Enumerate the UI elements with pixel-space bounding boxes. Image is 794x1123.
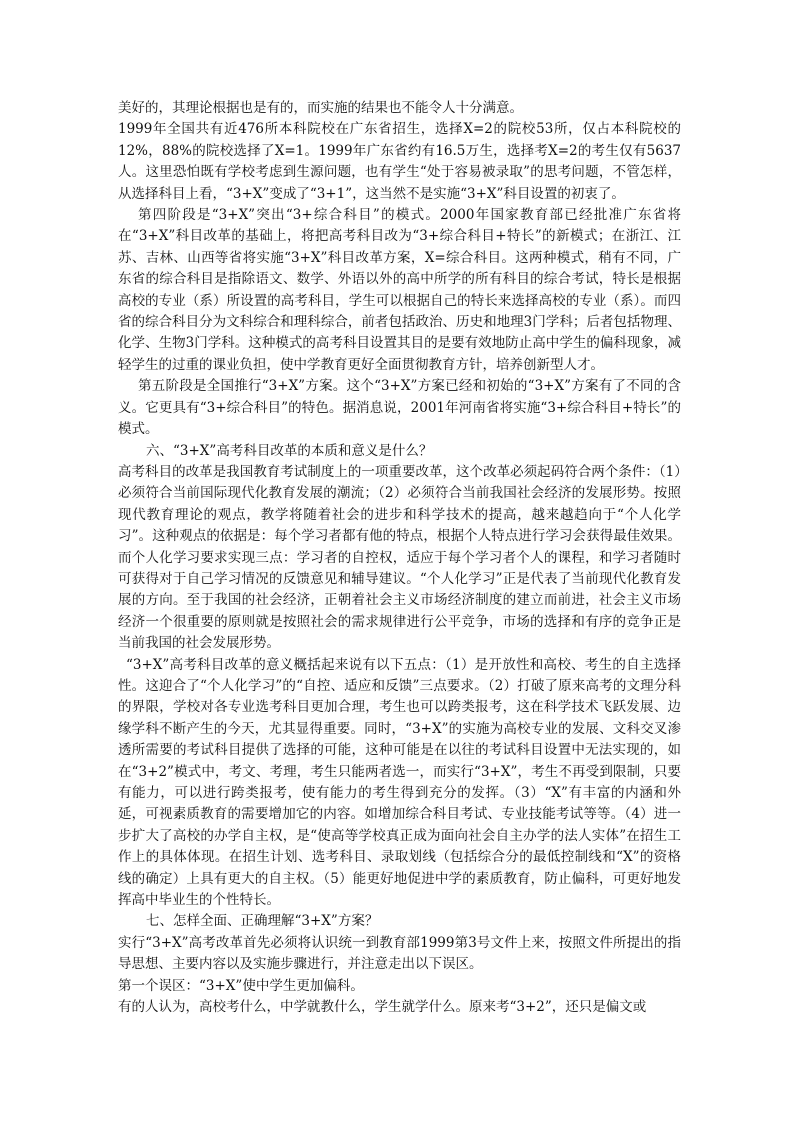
paragraph-reform-significance: “3+X”高考科目改革的意义概括起来说有以下五点：（1）是开放性和高校、考生的自主选择性。这迎合了“个人化学习”的“自控、适应和反馈”三点要求。（2）打破了原来高考的文理分科的界限，学校对各专业选考科目更加合理，考生也可以跨类报考，这在科学技术飞跃发展、边缘学科不断产生的今天，尤其显得重要。同时，“3+X”的实施为高校专业的发展、文科交叉渗透所需要的考试科目提供了选择的可能，这种可能是在以往的考试科目设置中无法实现的，如在“3+2”模式中，考文、考理，考生只能两者选一，而实行“3+X”，考生不再受到限制，只要有能力，可以进行跨类报考，使有能力的考生得到充分的发挥。（3）“X”有丰富的内涵和外延，可视素质教育的需要增加它的内容。如增加综合科目考试、专业技能考试等等。（4）进一步扩大了高校的办学自主权，是“使高等学校真正成为面向社会自主办学的法人实体”在招生工作上的具体体现。在招生计划、选考科目、录取划线（包括综合分的最低控制线和“X”的资格线的确定）上具有更大的自主权。（5）能更好地促进中学的素质教育，防止偏科，可更好地发挥高中毕业生的个性特长。 <box>118 656 681 909</box>
paragraph-stage-five: 第五阶段是全国推行“3+X”方案。这个“3+X”方案已经和初始的“3+X”方案有了不同的含义。它更具有“3+综合科目”的特色。据消息说，2001年河南省将实施“3+综合科目+特长”的模式。 <box>118 378 681 438</box>
section-heading-seven: 七、怎样全面、正确理解“3+X”方案？ <box>146 913 379 930</box>
paragraph-misconception-one: 第一个误区：“3+X”使中学生更加偏科。 <box>118 977 364 994</box>
section-heading-six: 六、“3+X”高考科目改革的本质和意义是什么？ <box>146 442 433 459</box>
paragraph-implementation: 实行“3+X”高考改革首先必须将认识统一到教育部1999第3号文件上来，按照文件所提出的指导思想、主要内容以及实施步骤进行，并注意走出以下误区。 <box>118 934 681 973</box>
paragraph-reform-conditions: 高考科目的改革是我国教育考试制度上的一项重要改革，这个改革必须起码符合两个条件：（1）必须符合当前国际现代化教育发展的潮流；（2）必须符合当前我国社会经济的发展形势。按照现代教育理论的观点，教学将随着社会的进步和科学技术的提高，越来越趋向于“个人化学习”。这种观点的依据是：每个学习者都有他的特点，根据个人特点进行学习会获得最佳效果。而个人化学习要求实现三点：学习者的自控权，适应于每个学习者个人的课程，和学习者随时可获得对于自己学习情况的反馈意见和辅导建议。“个人化学习”正是代表了当前现代化教育发展的方向。至于我国的社会经济，正朝着社会主义市场经济制度的建立而前进，社会主义市场经济一个很重要的原则就是按照社会的需求规律进行公平竞争，市场的选择和有序的竞争正是当前我国的社会发展形势。 <box>118 463 681 652</box>
paragraph-continuation: 美好的，其理论根据也是有的，而实施的结果也不能令人十分满意。 <box>118 100 523 116</box>
paragraph-stage-four: 第四阶段是“3+X”突出“3+综合科目”的模式。2000年国家教育部已经批准广东省将在“3+X”科目改革的基础上，将把高考科目改为“3+综合科目+特长”的新模式；在浙江、江苏、吉林、山西等省将实施“3+X”科目改革方案，X=综合科目。这两种模式，稍有不同，广东省的综合科目是指除语文、数学、外语以外的高中所学的所有科目的综合考试，特长是根据高校的专业（系）所设置的高考科目，学生可以根据自己的特长来选择高校的专业（系）。而四省的综合科目分为文科综合和理科综合，前者包括政治、历史和地理3门学科；后者包括物理、化学、生物3门学科。这种模式的高考科目设置其目的是要有效地防止高中学生的偏科现象，减轻学生的过重的课业负担，使中学教育更好全面贯彻教育方针，培养创新型人才。 <box>118 207 681 373</box>
document-page <box>118 98 681 1018</box>
paragraph-statistics: 1999年全国共有近476所本科院校在广东省招生，选择X=2的院校53所，仅占本科院校的12%，88%的院校选择了X=1。1999年广东省约有16.5万生，选择考X=2的考生仅有5637人。这里恐怕既有学校考虑到生源问题，也有学生“处于容易被录取”的思考问题，不管怎样，从选择科目上看，“3+X”变成了“3+1”，这当然不是实施“3+X”科目设置的初衷了。 <box>118 121 681 202</box>
paragraph-misconception-detail: 有的人认为，高校考什么，中学就教什么，学生就学什么。原来考“3+2”，还只是偏文或 <box>118 999 647 1016</box>
